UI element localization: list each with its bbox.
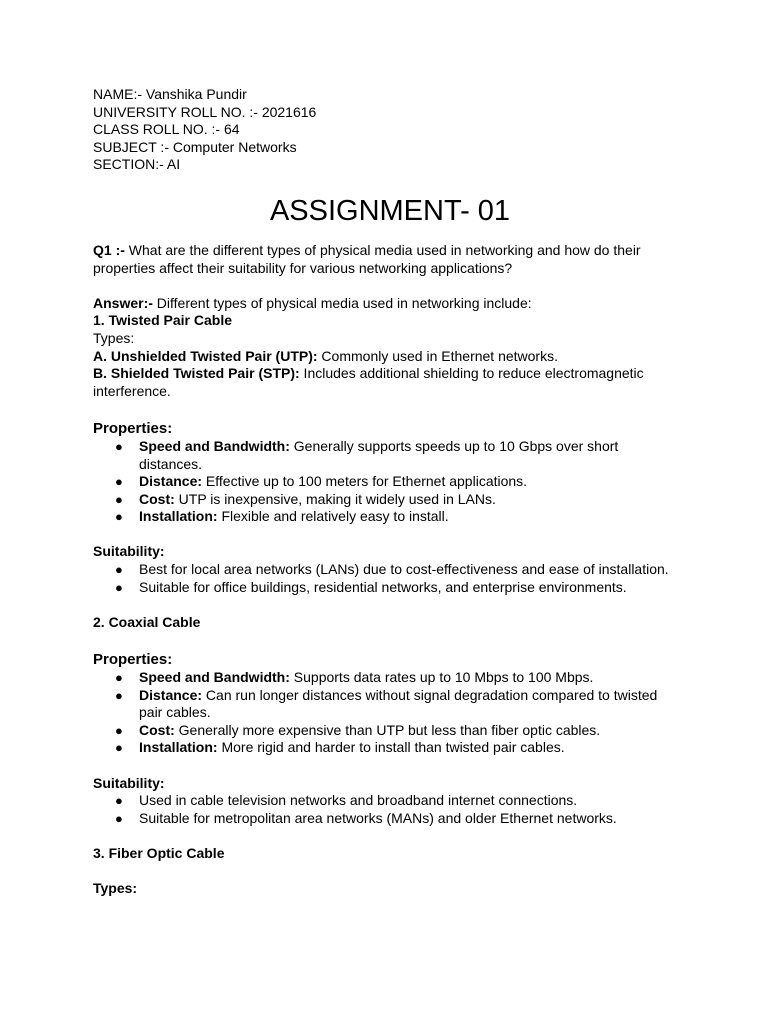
bullet-icon: ●	[115, 562, 123, 578]
spacer	[93, 277, 673, 295]
bullet-icon: ●	[115, 438, 123, 454]
question-paragraph	[93, 242, 673, 277]
property-label: Speed and Bandwidth:	[139, 437, 290, 454]
property-label: Distance:	[139, 473, 203, 490]
list-item	[93, 687, 673, 722]
section-heading-fiber-optic: 3. Fiber Optic Cable	[93, 844, 225, 861]
properties-heading: Properties:	[93, 651, 173, 669]
type-text: Commonly used in Ethernet networks.	[317, 347, 558, 364]
property-label: Installation:	[139, 508, 218, 525]
property-text: More rigid and harder to install than twisted pair cables.	[217, 739, 565, 756]
bullet-icon: ●	[115, 740, 123, 756]
spacer	[93, 863, 673, 881]
spacer	[93, 757, 673, 775]
property-text: Effective up to 100 meters for Ethernet applications.	[202, 473, 528, 490]
suitability-heading: Suitability:	[93, 543, 165, 560]
properties-list	[93, 669, 673, 757]
list-item	[93, 792, 673, 810]
property-label: Speed and Bandwidth:	[139, 669, 290, 686]
suitability-list	[93, 792, 673, 827]
spacer	[93, 827, 673, 845]
list-item	[93, 579, 673, 597]
types-label: Types:	[93, 880, 138, 897]
spacer	[93, 400, 673, 418]
subject: SUBJECT :- Computer Networks	[93, 138, 297, 155]
type-label: A. Unshielded Twisted Pair (UTP):	[93, 347, 318, 364]
suitability-text: Suitable for office buildings, residential networks, and enterprise environments.	[139, 578, 627, 595]
property-text: UTP is inexpensive, making it widely used in LANs.	[174, 490, 496, 507]
bullet-icon: ●	[115, 687, 123, 703]
student-name: NAME:- Vanshika Pundir	[93, 86, 247, 102]
suitability-text: Used in cable television networks and broadband internet connections.	[139, 792, 578, 809]
list-item	[93, 739, 673, 757]
type-label: B. Shielded Twisted Pair (STP):	[93, 365, 300, 382]
types-label: Types:	[93, 329, 135, 346]
property-text: Flexible and relatively easy to install.	[217, 508, 449, 525]
bullet-icon: ●	[115, 491, 123, 507]
spacer	[93, 631, 673, 649]
property-text: Supports data rates up to 10 Mbps to 100 Mbps.	[289, 669, 594, 686]
answer-text: Different types of physical media used in networking include:	[152, 294, 532, 311]
question-text: What are the different types of physical media used in networking and how do their properties affect their suitability for various networking applications?	[93, 241, 641, 276]
properties-heading: Properties:	[93, 419, 173, 437]
list-item	[93, 491, 673, 509]
property-label: Installation:	[139, 739, 218, 756]
property-text: Generally supports speeds up to 10 Gbps over short distances.	[139, 437, 619, 472]
class-roll-number: CLASS ROLL NO. :- 64	[93, 121, 240, 138]
bullet-icon: ●	[115, 579, 123, 595]
list-item	[93, 473, 673, 491]
suitability-text: Best for local area networks (LANs) due to cost-effectiveness and ease of installation.	[139, 561, 669, 578]
property-label: Distance:	[139, 686, 203, 703]
list-item	[93, 561, 673, 579]
suitability-heading: Suitability:	[93, 774, 165, 791]
bullet-icon: ●	[115, 722, 123, 738]
answer-intro	[93, 295, 673, 313]
bullet-icon: ●	[115, 509, 123, 525]
suitability-text: Suitable for metropolitan area networks (MANs) and older Ethernet networks.	[139, 809, 617, 826]
list-item	[93, 722, 673, 740]
list-item	[93, 438, 673, 473]
type-item	[93, 348, 673, 366]
answer-label: Answer:-	[93, 294, 153, 311]
list-item	[93, 669, 673, 687]
student-info-block	[93, 86, 673, 174]
property-text: Can run longer distances without signal degradation compared to twisted pair cables.	[139, 686, 658, 721]
section: SECTION:- AI	[93, 156, 181, 173]
properties-list	[93, 438, 673, 526]
section-heading-coaxial: 2. Coaxial Cable	[93, 613, 201, 630]
spacer	[93, 526, 673, 544]
question-label: Q1 :-	[93, 241, 125, 258]
list-item	[93, 810, 673, 828]
document-body	[93, 86, 673, 898]
bullet-icon: ●	[115, 670, 123, 686]
spacer	[93, 596, 673, 614]
bullet-icon: ●	[115, 793, 123, 809]
property-text: Generally more expensive than UTP but less than fiber optic cables.	[174, 721, 601, 738]
section-heading-twisted-pair: 1. Twisted Pair Cable	[93, 312, 233, 329]
bullet-icon: ●	[115, 810, 123, 826]
list-item	[93, 508, 673, 526]
property-label: Cost:	[139, 490, 175, 507]
university-roll-number: UNIVERSITY ROLL NO. :- 2021616	[93, 103, 317, 120]
bullet-icon: ●	[115, 474, 123, 490]
assignment-title: ASSIGNMENT- 01	[269, 194, 511, 227]
suitability-list	[93, 561, 673, 596]
type-text: Includes additional shielding to reduce electromagnetic interference.	[93, 365, 644, 399]
type-item	[93, 365, 673, 400]
property-label: Cost:	[139, 721, 175, 738]
